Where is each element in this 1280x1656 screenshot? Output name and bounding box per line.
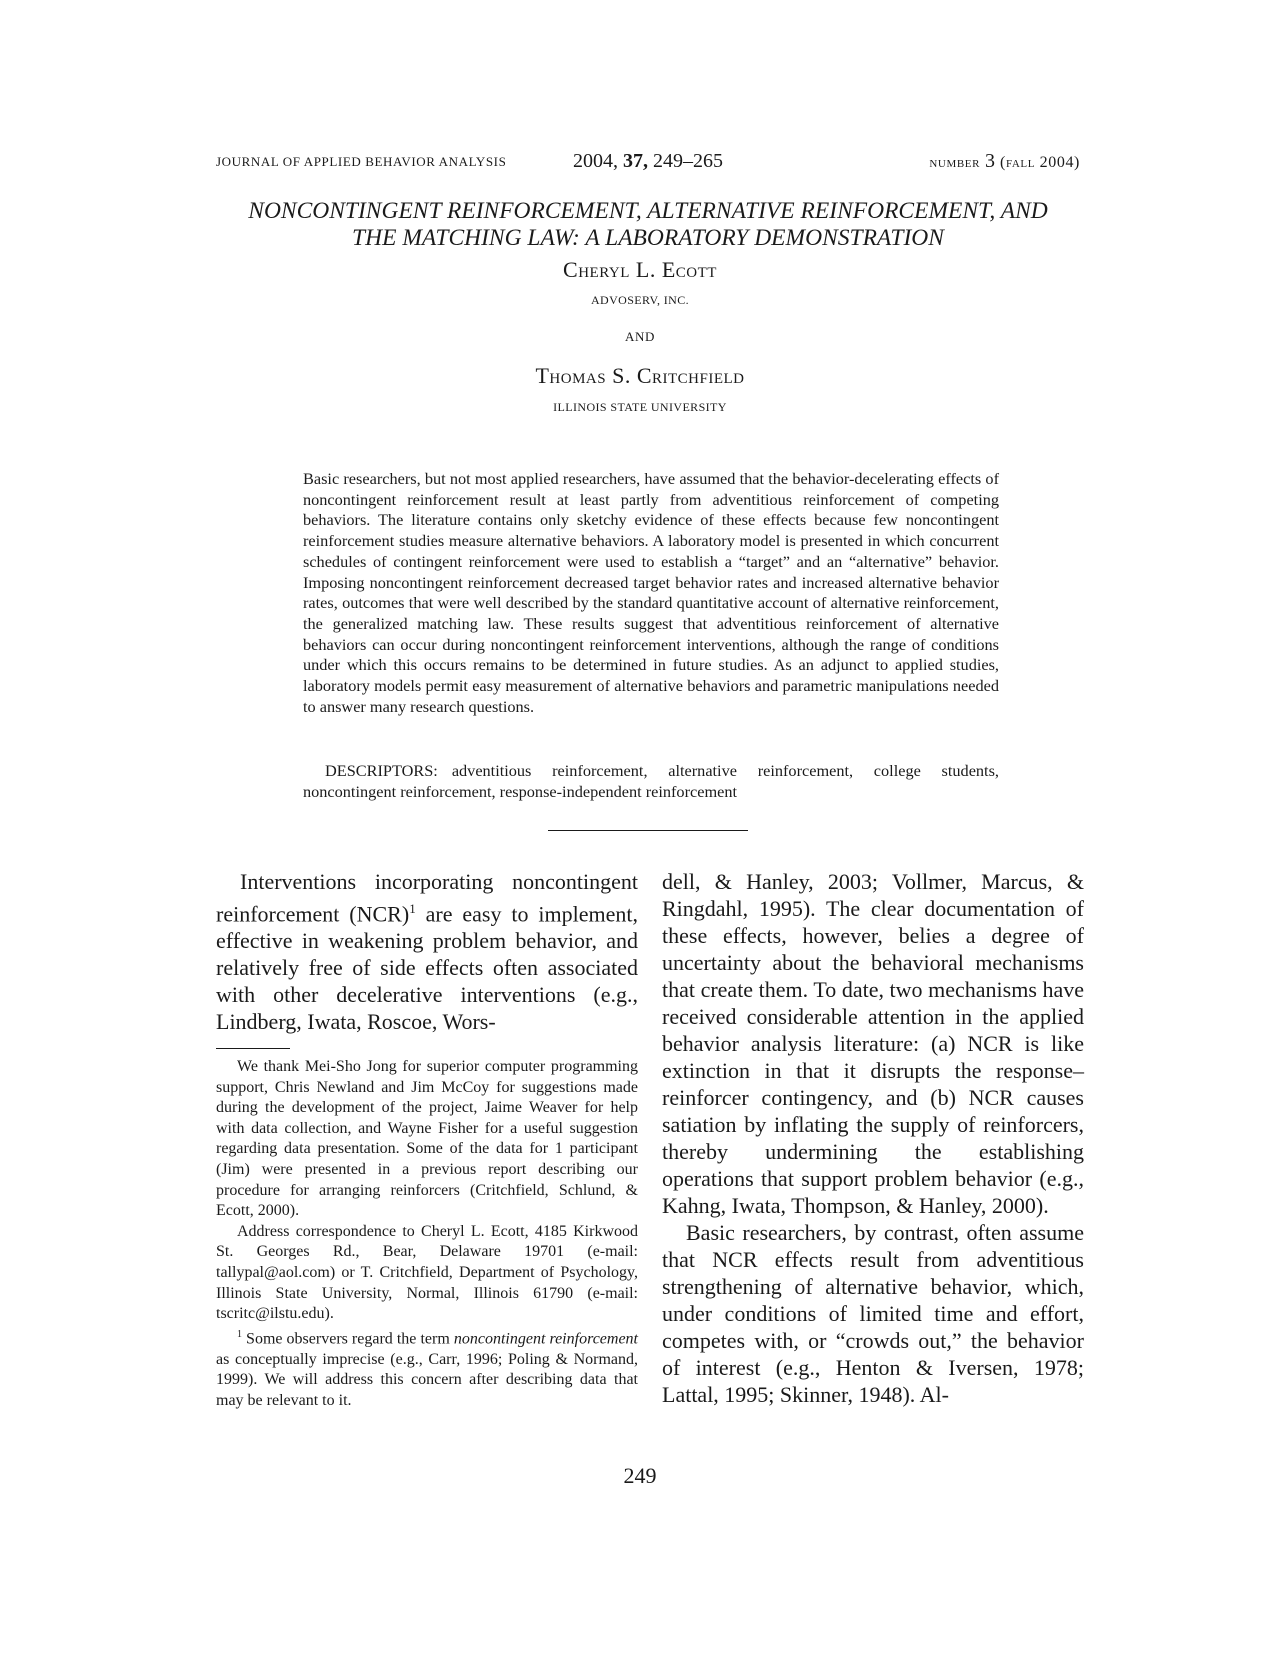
- article-title: [210, 198, 1086, 252]
- citation-volume: 37,: [623, 150, 648, 172]
- issue-number: [929, 150, 1080, 173]
- journal-name: JOURNAL OF APPLIED BEHAVIOR ANALYSIS: [216, 154, 507, 169]
- author-2: Thomas S. Critchfield: [535, 363, 745, 388]
- issue-number-value: 3: [985, 150, 996, 172]
- title-line-2: THE MATCHING LAW: A LABORATORY DEMONSTRATION: [352, 225, 944, 251]
- abstract: Basic researchers, but not most applied researchers, have assumed that the behavior-decelerating effects of noncontingent reinforcement result at least partly from adventitious reinforcement of competing behaviors. The literature contains only sketchy evidence of these effects because few noncontingent reinforcement studies measure alternative behaviors. A laboratory model is presented in which concurrent schedules of contingent reinforcement were used to establish a “target” and an “alternative” behavior. Imposing noncontingent reinforcement decreased target behavior rates and increased alternative behavior rates, outcomes that were well described by the standard quantitative account of alternative reinforcement, the generalized matching law. These results suggest that adventitious reinforcement of alternative behaviors can occur during noncontingent reinforcement interventions, although the range of conditions under which this occurs remains to be determined in future studies. As an adjunct to applied studies, laboratory models permit easy measurement of alternative behaviors and parametric manipulations needed to answer many research questions.: [303, 469, 999, 716]
- intro-text-part-1: Interventions incorporating noncontingent reinforcement (NCR): [216, 869, 638, 927]
- footnote-1-term: noncontingent reinforcement: [453, 1330, 639, 1348]
- author-1: Cheryl L. Ecott: [563, 257, 717, 282]
- descriptors-label: DESCRIPTORS:: [325, 761, 438, 780]
- author-conjunction: AND: [625, 329, 655, 344]
- descriptors: [303, 761, 999, 802]
- footnote-1-marker: 1: [237, 1328, 242, 1340]
- footnotes: [216, 1057, 638, 1411]
- affiliation-2: ILLINOIS STATE UNIVERSITY: [553, 400, 727, 414]
- title-line-1: NONCONTINGENT REINFORCEMENT, ALTERNATIVE REINFORCEMENT, AND: [248, 198, 1048, 224]
- body-paragraph-basic-researchers: Basic researchers, by contrast, often assume that NCR effects result from adventitious strengthening of alternative behavior, which, under conditions of limited time and effort, competes with, or “crowds out,” the behavior of interest (e.g., Henton & Iversen, 1978; Lattal, 1995; Skinner, 1948). Al-: [662, 1220, 1084, 1407]
- page-number: 249: [623, 1463, 657, 1488]
- descriptors-list: adventitious reinforcement, alternative reinforcement, college students, noncontingent reinforcement, response-independent reinforcement: [303, 761, 999, 801]
- body-paragraph-continued: dell, & Hanley, 2003; Vollmer, Marcus, & Ringdahl, 1995). The clear documentation of these effects, however, belies a degree of uncertainty about the behavioral mechanisms that create them. To date, two mechanisms have received considerable attention in the applied behavior analysis literature: (a) NCR is like extinction in that it disrupts the response–reinforcer contingency, and (b) NCR causes satiation by inflating the supply of reinforcers, thereby undermining the establishing operations that support problem behavior (e.g., Kahng, Iwata, Thompson, & Hanley, 2000).: [662, 869, 1084, 1218]
- footnote-divider: [216, 1048, 290, 1049]
- issue-season: (fall 2004): [1000, 154, 1080, 171]
- issue-number-label: number: [929, 154, 981, 171]
- acknowledgments-note: We thank Mei-Sho Jong for superior computer programming support, Chris Newland and Jim McCoy for suggestions made during the development of the project, Jaime Weaver for help with data collection, and Wayne Fisher for a useful suggestion regarding data presentation. Some of the data for 1 participant (Jim) were presented in a previous report describing our procedure for arranging reinforcers (Critchfield, Schlund, & Ecott, 2000).: [216, 1058, 638, 1220]
- body-left-column: [216, 868, 638, 1035]
- abstract-divider: [548, 830, 748, 831]
- running-head: [216, 150, 1080, 174]
- citation-pages: 249–265: [653, 150, 723, 172]
- footnote-1-text-a: Some observers regard the term: [242, 1330, 454, 1348]
- intro-text-part-2: are easy to implement, effective in weakening problem behavior, and relatively free of side effects often associated with other decelerative interventions (e.g., Lindberg, Iwata, Roscoe, Wors-: [216, 901, 638, 1035]
- footnote-ref-1: 1: [409, 901, 416, 916]
- correspondence-note: Address correspondence to Cheryl L. Ecott, 4185 Kirkwood St. Georges Rd., Bear, Delaware 19701 (e-mail: tallypal@aol.com) or T. Critchfield, Department of Psychology, Illinois State University, Normal, Illinois 61790 (e-mail: tscritc@ilstu.edu).: [216, 1222, 638, 1323]
- footnote-1: [216, 1325, 638, 1412]
- citation-year: 2004,: [573, 150, 618, 172]
- body-right-column: [662, 868, 1084, 1408]
- affiliation-1: ADVOSERV, INC.: [590, 293, 690, 307]
- footnote-1-text-b: as conceptually imprecise (e.g., Carr, 1996; Poling & Normand, 1999). We will address this concern after describing data that may be relevant to it.: [216, 1350, 638, 1409]
